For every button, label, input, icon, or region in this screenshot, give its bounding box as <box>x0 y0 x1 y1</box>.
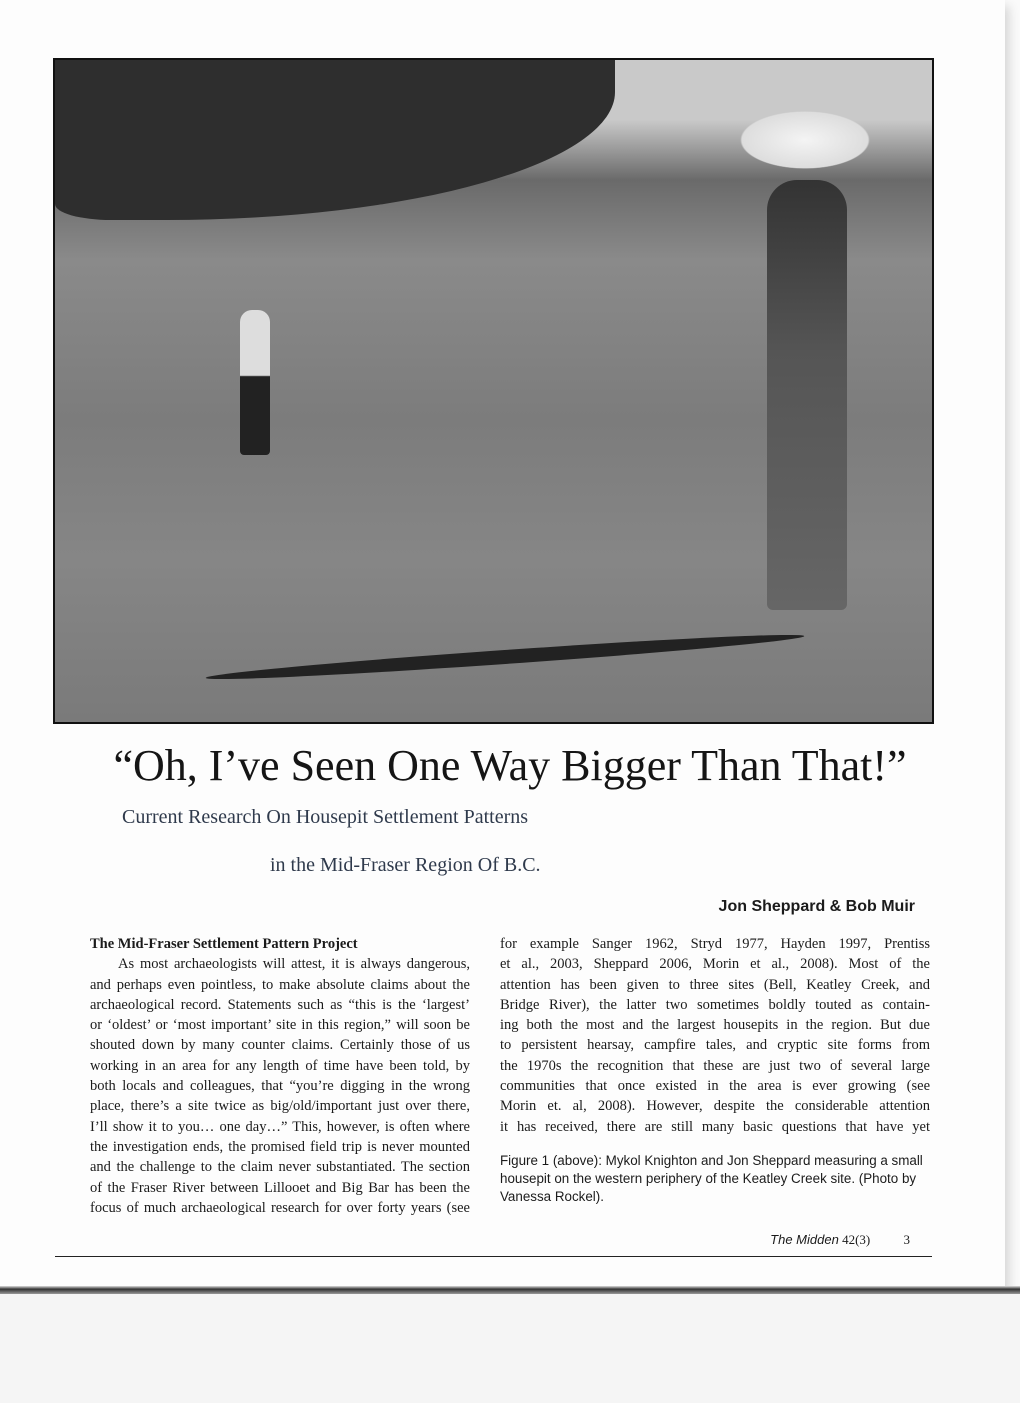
shadow <box>205 629 805 685</box>
text-line: working in an area for any length of time have been told, by <box>90 1057 470 1074</box>
article-title: “Oh, I’ve Seen One Way Bigger Than That!” <box>113 741 907 790</box>
text-line: of the Fraser River between Lillooet and Big Bar has been the <box>90 1179 470 1196</box>
subtitle-line-2: in the Mid-Fraser Region Of B.C. <box>270 854 541 876</box>
person-left <box>240 310 270 455</box>
forested-hill <box>55 60 615 220</box>
journal-name: The Midden <box>770 1232 839 1247</box>
text-line: and the challenge to the claim never substantiated. The section <box>90 1159 470 1176</box>
footer-rule <box>55 1256 932 1257</box>
text-line: it has received, there are still many basic questions that have yet <box>500 1118 930 1135</box>
text-line: archaeological record. Statements such as “this is the ‘largest’ <box>90 996 470 1013</box>
scan-edge <box>0 1286 1020 1294</box>
figure-caption: Figure 1 (above): Mykol Knighton and Jon Sheppard measuring a small housepit on the western periphery of the Keatley Creek site. (Photo by Vanessa Rockel). <box>500 1153 923 1204</box>
text-line: both locals and colleagues, that “you’re digging in the wrong <box>90 1078 470 1095</box>
text-line: Morin et. al, 2008). However, despite the considerable attention <box>500 1098 930 1115</box>
authors: Jon Sheppard & Bob Muir <box>718 898 915 915</box>
text-line: communities that once existed in the area is ever growing (see <box>500 1078 930 1095</box>
text-line: I’ll show it to you… one day…” This, however, is often where <box>90 1118 470 1135</box>
text-line: shouted down by many counter claims. Certainly those of us <box>90 1037 470 1054</box>
text-line: the investigation ends, the promised field trip is never mounted <box>90 1138 470 1155</box>
figure-1-photo <box>53 58 934 724</box>
text-line: et al., 2003, Sheppard 2006, Morin et al., 2008). Most of the <box>500 956 930 973</box>
page-footer <box>770 1232 910 1248</box>
text-line: place, there’s a site twice as big/old/important just over there, <box>90 1098 470 1115</box>
text-line: attention has been given to three sites (Bell, Keatley Creek, and <box>500 976 930 993</box>
subtitle-line-1: Current Research On Housepit Settlement Patterns <box>122 806 529 828</box>
text-line: Bridge River), the latter two sometimes boldly touted as contain- <box>500 996 930 1013</box>
text-line: As most archaeologists will attest, it is always dangerous, <box>118 956 470 973</box>
person-right <box>767 180 847 610</box>
text-line: the 1970s the recognition that these are just two of several large <box>500 1057 930 1074</box>
left-column <box>90 934 470 1218</box>
issue-number: 42(3) <box>842 1232 871 1247</box>
page-number: 3 <box>903 1232 910 1247</box>
right-column <box>500 934 930 1137</box>
scan-background <box>0 1294 1020 1403</box>
text-line: focus of much archaeological research for over forty years (see <box>90 1199 470 1216</box>
text-line: for example Sanger 1962, Stryd 1977, Hayden 1997, Prentiss <box>500 936 930 952</box>
text-line: to persistent hearsay, campfire tales, and cryptic site forms from <box>500 1037 930 1054</box>
text-line: or ‘oldest’ or ‘most important’ site in this region,” will soon be <box>90 1017 470 1034</box>
text-line: and perhaps even pointless, to make absolute claims about the <box>90 976 470 993</box>
section-heading: The Mid-Fraser Settlement Pattern Project <box>90 936 358 952</box>
text-line: ing both the most and the largest housepits in the region. But due <box>500 1017 930 1034</box>
